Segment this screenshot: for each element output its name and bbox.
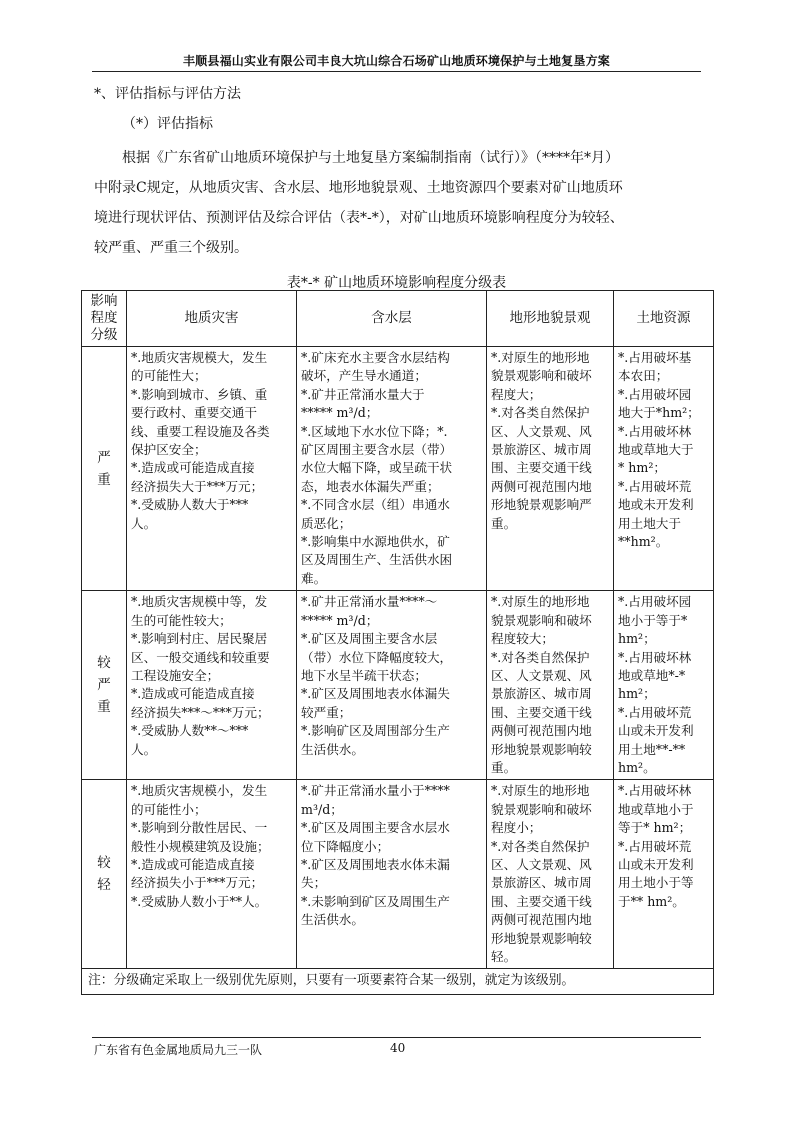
cell-text-line: 重。 — [491, 515, 517, 531]
cell-text-line: *.对原生的地形地 — [491, 594, 590, 610]
cell-text-line: 程度小； — [491, 820, 542, 836]
cell-text-line: 貌景观影响和破坏 — [491, 612, 592, 628]
column-header-geohazard: 地质灾害 — [127, 291, 297, 347]
cell-text-line: *.矿床充水主要含水层结构 — [301, 350, 450, 365]
cell-text-line: *.矿区及周围地表水体未漏 — [301, 856, 450, 872]
cell-text-line: 要行政村、重要交通干 — [131, 405, 257, 421]
body-paragraph — [94, 143, 706, 263]
column-header-land-resource: 土地资源 — [614, 291, 714, 347]
cell-geohazard — [127, 591, 297, 780]
cell-text-line: *.不同含水层（组）串通水 — [301, 497, 450, 513]
cell-text-line: 围、主要交通干线 — [491, 893, 592, 909]
cell-text-line: *.地质灾害规模大，发生 — [131, 350, 268, 365]
column-header-aquifer: 含水层 — [297, 291, 487, 347]
cell-text-line: *.占用破坏荒 — [618, 704, 692, 720]
cell-text-line: *.对原生的地形地 — [491, 350, 590, 365]
cell-text-line: 地或未开发利 — [618, 497, 694, 513]
cell-text-line: 般性小规模建筑及设施； — [131, 838, 270, 854]
cell-text-line: *.矿区及周围主要含水层水 — [301, 820, 450, 836]
cell-text-line: 失； — [301, 875, 327, 891]
section-heading: *、评估指标与评估方法 — [94, 86, 241, 102]
cell-text-line: 较严重； — [301, 704, 352, 720]
cell-text-line: 山或未开发利 — [618, 723, 694, 739]
cell-text-line: 用土地小于等 — [618, 875, 694, 891]
cell-text-line: *.造成或可能造成直接 — [131, 686, 255, 702]
cell-text-line: 貌景观影响和破坏 — [491, 801, 592, 817]
cell-text-line: *.影响矿区及周围部分生产 — [301, 723, 450, 739]
cell-text-line: *.占用破坏林 — [618, 649, 692, 665]
column-header-landform: 地形地貌景观 — [487, 291, 614, 347]
cell-text-line: *.对各类自然保护 — [491, 838, 590, 854]
cell-text-line: 位下降幅度小； — [301, 838, 390, 854]
cell-text-line: 地大于*hm²； — [618, 405, 700, 421]
cell-text-line: m³/d； — [301, 801, 343, 817]
cell-landform — [487, 780, 614, 969]
cell-text-line: *.造成或可能造成直接 — [131, 460, 255, 476]
cell-text-line: *.受威胁人数**～*** — [131, 723, 249, 739]
cell-text-line: 生活供水。 — [301, 741, 364, 757]
cell-text-line: 工程设施安全； — [131, 667, 220, 683]
cell-text-line: *.影响到分散性居民、一 — [131, 820, 268, 836]
footer-rule — [92, 1037, 701, 1038]
row-relatively-severe — [82, 591, 714, 780]
cell-text-line: *.占用破坏林 — [618, 783, 692, 799]
cell-text-line: （带）水位下降幅度较大， — [301, 649, 453, 665]
cell-text-line: 围、主要交通干线 — [491, 704, 592, 720]
cell-text-line: *.占用破坏园 — [618, 386, 692, 402]
cell-text-line: 经济损失大于***万元； — [131, 478, 264, 494]
cell-text-line: 程度大； — [491, 386, 542, 402]
paragraph-line: 根据《广东省矿山地质环境保护与土地复垦方案编制指南（试行）》（****年*月） — [122, 150, 619, 166]
cell-text-line: *.对各类自然保护 — [491, 649, 590, 665]
cell-text-line: 人。 — [131, 515, 157, 531]
cell-text-line: *.占用破坏荒 — [618, 838, 692, 854]
cell-text-line: *.矿井正常涌水量大于 — [301, 386, 425, 402]
cell-text-line: hm²； — [618, 686, 656, 702]
cell-text-line: *.影响集中水源地供水，矿 — [301, 534, 450, 550]
corner-header: 影响 程度 分级 — [82, 291, 127, 347]
cell-landform — [487, 347, 614, 591]
cell-text-line: *.影响到城市、乡镇、重 — [131, 386, 268, 402]
cell-text-line: 线、重要工程设施及各类 — [131, 423, 270, 439]
cell-text-line: *.区域地下水水位下降；*. — [301, 423, 448, 439]
cell-text-line: 本农田； — [618, 368, 669, 384]
cell-text-line: 围、主要交通干线 — [491, 460, 592, 476]
cell-text-line: 的可能性大； — [131, 368, 207, 384]
cell-text-line: 人。 — [131, 741, 157, 757]
cell-text-line: 态，地表水体漏失严重； — [301, 478, 440, 494]
cell-land-resource — [614, 591, 714, 780]
cell-text-line: 经济损失***～***万元； — [131, 704, 270, 720]
subsection-heading: （*）评估指标 — [122, 116, 213, 132]
page-header: 丰顺县福山实业有限公司丰良大坑山综合石场矿山地质环境保护与土地复垦方案 — [182, 54, 610, 68]
cell-text-line: 形地貌景观影响较 — [491, 741, 592, 757]
cell-text-line: 形地貌景观影响严 — [491, 497, 592, 513]
cell-text-line: 景旅游区、城市周 — [491, 442, 592, 458]
cell-text-line: *.地质灾害规模小，发生 — [131, 783, 268, 799]
table-note: 注：分级确定采取上一级别优先原则，只要有一项要素符合某一级别，就定为该级别。 — [82, 969, 714, 994]
cell-text-line: *.影响到村庄、居民聚居 — [131, 631, 268, 647]
cell-text-line: 地或草地小于 — [618, 801, 694, 817]
cell-text-line: **hm²。 — [618, 534, 669, 550]
cell-geohazard — [127, 347, 297, 591]
level-label: 较 严 重 — [82, 591, 127, 780]
cell-text-line: ***** m³/d； — [301, 405, 379, 421]
cell-land-resource — [614, 347, 714, 591]
row-severe — [82, 347, 714, 591]
cell-text-line: *.对各类自然保护 — [491, 405, 590, 421]
level-label: 严 重 — [82, 347, 127, 591]
cell-text-line: *.占用破坏林 — [618, 423, 692, 439]
cell-text-line: *.受威胁人数大于*** — [131, 497, 249, 513]
cell-text-line: 于** hm²。 — [618, 893, 685, 909]
cell-text-line: *.矿区及周围主要含水层 — [301, 631, 438, 647]
cell-text-line: *.造成或可能造成直接 — [131, 856, 255, 872]
cell-text-line: *.矿区及周围地表水体漏失 — [301, 686, 450, 702]
cell-text-line: 用土地大于 — [618, 515, 681, 531]
cell-text-line: *.矿井正常涌水量****～ — [301, 594, 438, 610]
cell-text-line: *.对原生的地形地 — [491, 783, 590, 799]
cell-text-line: *.未影响到矿区及周围生产 — [301, 893, 450, 909]
cell-text-line: 保护区安全； — [131, 442, 207, 458]
impact-grading-table — [81, 290, 714, 995]
level-label: 较 轻 — [82, 780, 127, 969]
cell-text-line: 景旅游区、城市周 — [491, 686, 592, 702]
cell-text-line: 区及周围生产、生活供水困 — [301, 552, 453, 568]
cell-text-line: 经济损失小于***万元； — [131, 875, 264, 891]
cell-text-line: 等于* hm²； — [618, 820, 692, 836]
table-note-row — [82, 969, 714, 994]
footer-organization: 广东省有色金属地质局九三一队 — [94, 1043, 263, 1057]
cell-text-line: 质恶化； — [301, 515, 352, 531]
cell-text-line: *.矿井正常涌水量小于**** — [301, 783, 450, 799]
cell-text-line: 景旅游区、城市周 — [491, 875, 592, 891]
table-header-row — [82, 291, 714, 347]
cell-text-line: 两侧可视范围内地 — [491, 912, 592, 928]
cell-text-line: 地小于等于* — [618, 612, 688, 628]
cell-landform — [487, 591, 614, 780]
cell-text-line: 两侧可视范围内地 — [491, 478, 592, 494]
cell-text-line: ***** m³/d； — [301, 612, 379, 628]
cell-text-line: *.占用破坏荒 — [618, 478, 692, 494]
cell-text-line: *.占用破坏园 — [618, 594, 692, 610]
cell-land-resource — [614, 780, 714, 969]
table-caption: 表*-* 矿山地质环境影响程度分级表 — [286, 275, 507, 291]
cell-text-line: 轻。 — [491, 949, 517, 964]
row-slight — [82, 780, 714, 969]
cell-text-line: 重。 — [491, 759, 517, 775]
cell-text-line: 区、人文景观、风 — [491, 423, 592, 439]
paragraph-line: 较严重、严重三个级别。 — [94, 240, 248, 256]
cell-aquifer — [297, 780, 487, 969]
page-number: 40 — [390, 1041, 406, 1055]
cell-aquifer — [297, 347, 487, 591]
cell-text-line: hm²； — [618, 631, 656, 647]
cell-text-line: 的可能性小； — [131, 801, 207, 817]
cell-text-line: 生活供水。 — [301, 912, 364, 928]
cell-text-line: 生的可能性较大； — [131, 612, 232, 628]
cell-text-line: 区、一般交通线和较重要 — [131, 649, 270, 665]
cell-geohazard — [127, 780, 297, 969]
paragraph-line: 中附录C规定，从地质灾害、含水层、地形地貌景观、土地资源四个要素对矿山地质环 — [94, 180, 623, 196]
cell-text-line: 区、人文景观、风 — [491, 856, 592, 872]
cell-text-line: 貌景观影响和破坏 — [491, 368, 592, 384]
cell-text-line: * hm²； — [618, 460, 666, 476]
cell-text-line: *.占用破坏基 — [618, 350, 692, 365]
cell-aquifer — [297, 591, 487, 780]
cell-text-line: 地或草地*-* — [618, 667, 686, 683]
cell-text-line: 形地貌景观影响较 — [491, 930, 592, 946]
cell-text-line: 用土地**-** — [618, 741, 686, 757]
cell-text-line: hm²。 — [618, 759, 656, 775]
cell-text-line: *.受威胁人数小于**人。 — [131, 893, 268, 909]
cell-text-line: 程度较大； — [491, 631, 554, 647]
cell-text-line: 地或草地大于 — [618, 442, 694, 458]
cell-text-line: 破坏，产生导水通道； — [301, 368, 427, 384]
cell-text-line: 区、人文景观、风 — [491, 667, 592, 683]
paragraph-line: 境进行现状评估、预测评估及综合评估（表*-*），对矿山地质环境影响程度分为较轻、 — [94, 210, 624, 226]
cell-text-line: 矿区周围主要含水层（带） — [301, 442, 453, 458]
header-rule — [92, 71, 701, 72]
cell-text-line: 地下水呈半疏干状态； — [301, 667, 427, 683]
cell-text-line: 难。 — [301, 570, 327, 586]
cell-text-line: 两侧可视范围内地 — [491, 723, 592, 739]
cell-text-line: 山或未开发利 — [618, 856, 694, 872]
cell-text-line: *.地质灾害规模中等，发 — [131, 594, 268, 610]
cell-text-line: 水位大幅下降，或呈疏干状 — [301, 460, 453, 476]
